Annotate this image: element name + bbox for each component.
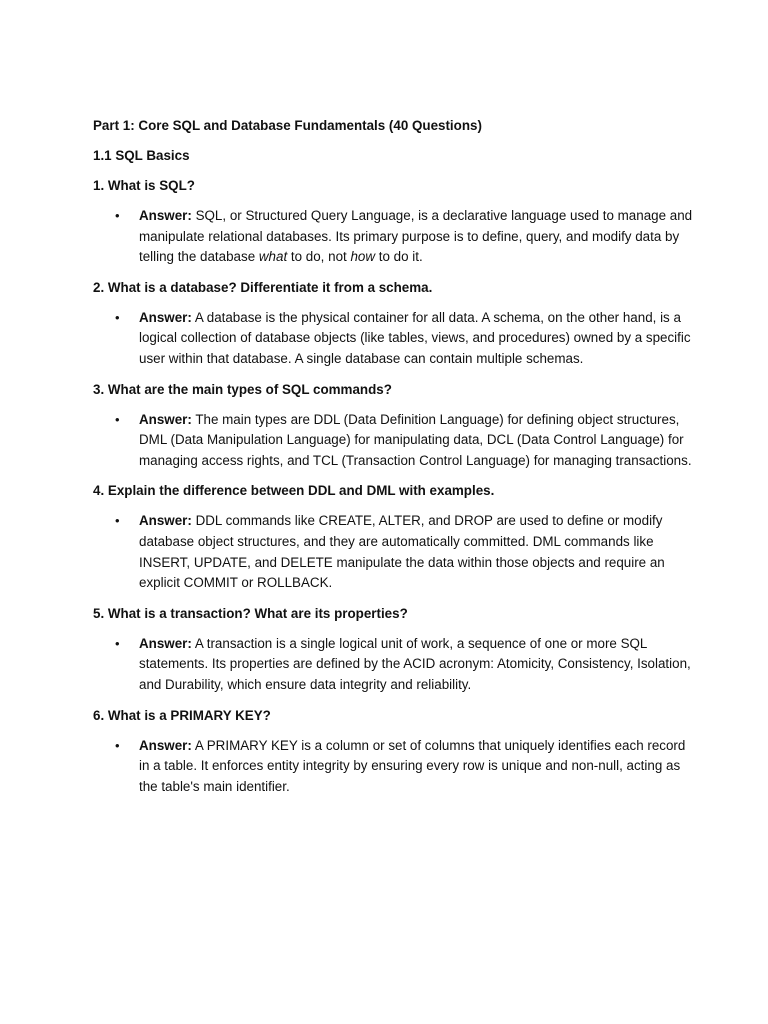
bullet: •	[115, 513, 120, 529]
answer-list-3	[93, 410, 693, 472]
answer-label: Answer:	[139, 208, 192, 223]
answer-1	[93, 206, 693, 268]
answer-text: A PRIMARY KEY is a column or set of columns that uniquely identifies each record in a table. It enforces entity integrity by ensuring every row is unique and non-null, acting as the table's main identifier.	[139, 737, 686, 794]
answer-text: The main types are DDL (Data Definition Language) for defining object structures, DML (Data Manipulation Language) for manipulating data, DCL (Data Control Language) for managing access rights, and TCL (Transaction Control Language) for managing transactions.	[139, 411, 692, 468]
document-page	[93, 116, 693, 807]
answer-label: Answer:	[139, 635, 192, 651]
question-2: 2. What is a database? Differentiate it from a schema.	[93, 279, 433, 295]
answer-list-4	[93, 511, 693, 593]
section-title: 1.1 SQL Basics	[93, 148, 190, 163]
answer-text: SQL, or Structured Query Language, is a declarative language used to manage and manipulate relational databases. Its primary purpose is to define, query, and modify data by telling the database	[139, 208, 693, 265]
answer-list-6	[93, 736, 693, 798]
bullet: •	[115, 737, 120, 753]
answer-text: A database is the physical container for all data. A schema, on the other hand, is a logical collection of database objects (like tables, views, and procedures) owned by a specific user within that database. A single database can contain multiple schemas.	[139, 309, 691, 366]
bullet: •	[115, 635, 120, 651]
answer-5	[93, 634, 693, 696]
answer-label: Answer:	[139, 513, 192, 529]
answer-label: Answer:	[139, 411, 192, 427]
answer-label: Answer:	[139, 737, 192, 753]
answer-text: to do it.	[375, 249, 423, 265]
question-4: 4. Explain the difference between DDL and DML with examples.	[93, 483, 495, 499]
answer-4	[93, 511, 693, 593]
question-1: 1. What is SQL?	[93, 178, 195, 193]
answer-list-1	[93, 206, 693, 268]
question-6: 6. What is a PRIMARY KEY?	[93, 707, 271, 723]
bullet: •	[115, 309, 120, 325]
answer-list-2	[93, 308, 693, 370]
question-3: 3. What are the main types of SQL commands?	[93, 381, 392, 397]
answer-emphasis: how	[350, 249, 376, 265]
answer-label: Answer:	[139, 309, 192, 325]
answer-list-5	[93, 634, 693, 696]
answer-text: A transaction is a single logical unit of work, a sequence of one or more SQL statements. Its properties are defined by the ACID acronym: Atomicity, Consistency, Isolation, and Durability, which ensure data integrity and reliability.	[139, 635, 691, 692]
answer-emphasis: what	[258, 249, 288, 265]
answer-3	[93, 410, 693, 472]
answer-text: DDL commands like CREATE, ALTER, and DROP are used to define or modify database object structures, and they are automatically committed. DML commands like INSERT, UPDATE, and DELETE manipulate the data within those objects and require an explicit COMMIT or ROLLBACK.	[139, 513, 665, 591]
bullet: •	[115, 208, 120, 223]
answer-2	[93, 308, 693, 370]
answer-6	[93, 736, 693, 798]
question-5: 5. What is a transaction? What are its properties?	[93, 605, 408, 621]
answer-text: to do, not	[287, 249, 351, 265]
bullet: •	[115, 411, 120, 427]
part-title: Part 1: Core SQL and Database Fundamentals (40 Questions)	[93, 118, 482, 133]
